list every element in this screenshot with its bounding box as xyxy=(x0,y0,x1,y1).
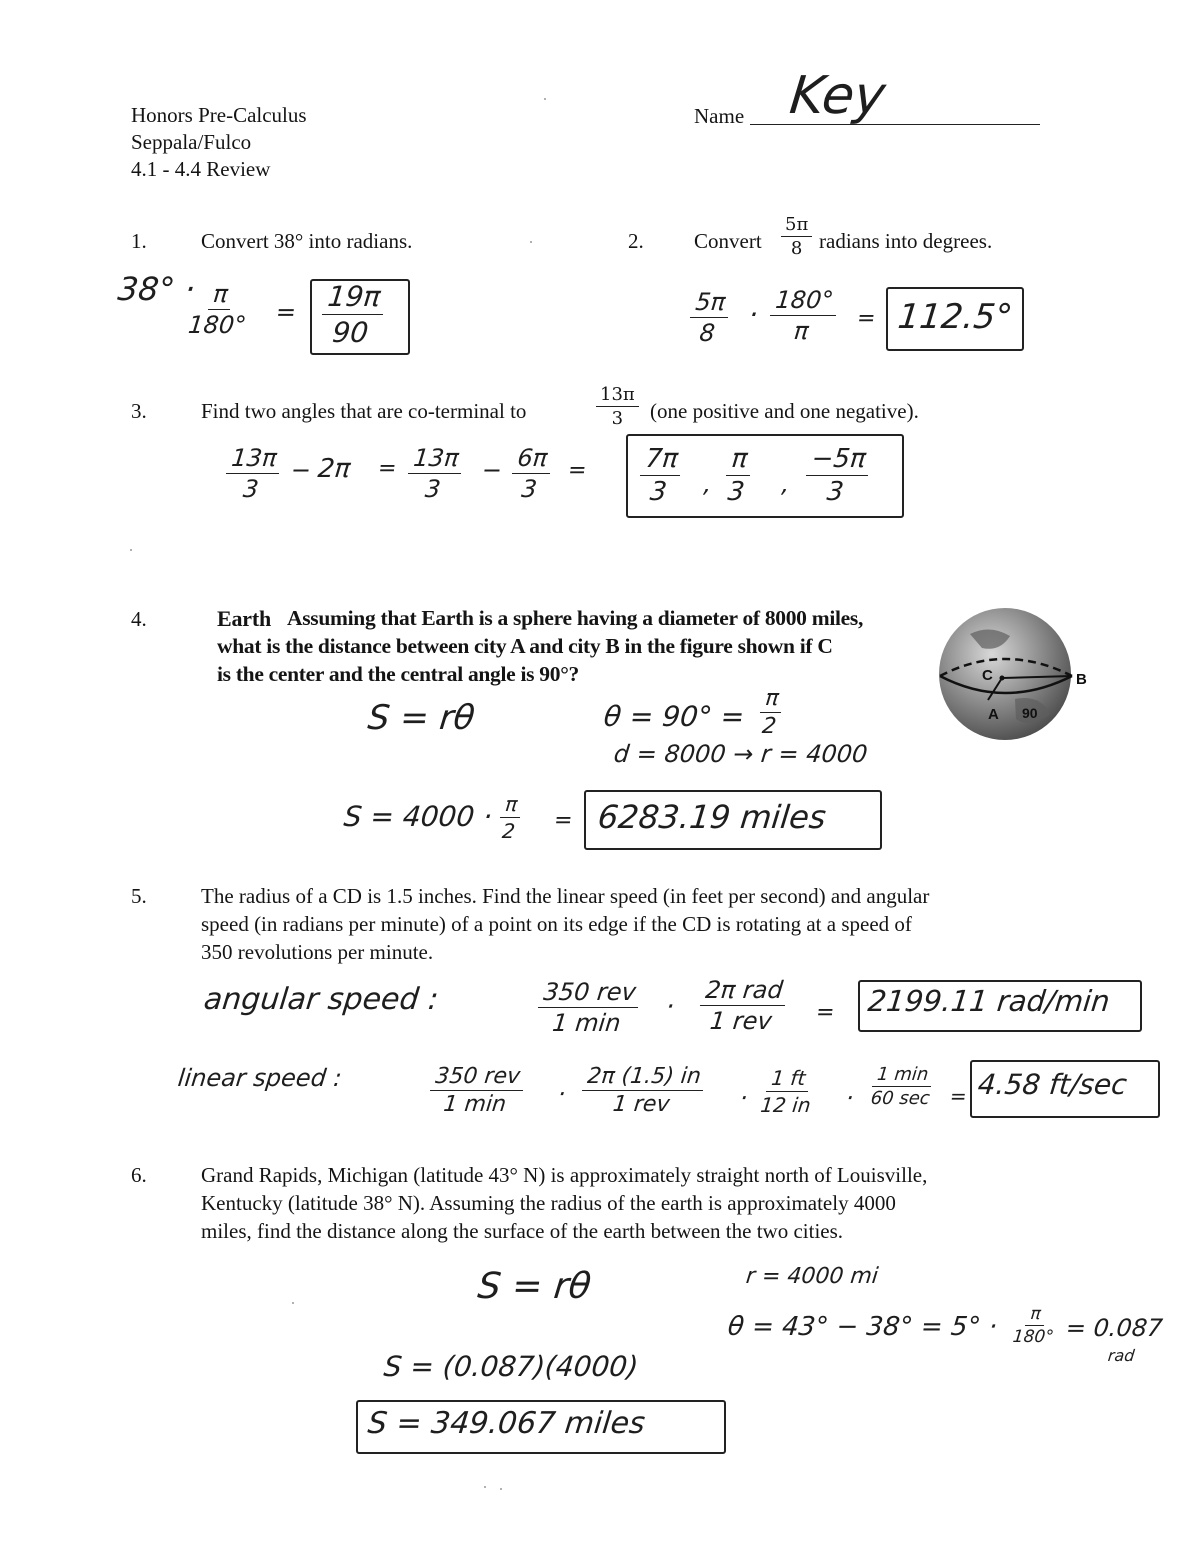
q4-formula: S = rθ xyxy=(365,698,477,738)
q2-prompt-start: Convert xyxy=(694,229,762,253)
q5-angular-dot: · xyxy=(664,992,676,1022)
q4-theta-line: θ = 90° = xyxy=(602,700,747,733)
figure-label-a: A xyxy=(988,706,999,723)
q6-radius-line: r = 4000 mi xyxy=(744,1264,880,1289)
scan-speck xyxy=(530,241,532,243)
q4-calc-fraction xyxy=(497,792,522,843)
q6-prompt-line-2: Kentucky (latitude 38° N). Assuming the radius of the earth is approximately 4000 xyxy=(201,1191,896,1215)
q3-work-fraction-1 xyxy=(223,444,282,503)
q2-work-denominator-2: π xyxy=(792,317,810,345)
q5-linear-denominator-2: 1 rev xyxy=(611,1092,671,1117)
name-value: Key xyxy=(786,66,889,126)
q3-minus-1: − xyxy=(289,456,313,484)
q4-theta-fraction xyxy=(757,686,784,739)
q4-calculation: S = 4000 · xyxy=(342,800,494,833)
globe-sphere xyxy=(939,608,1071,740)
q6-theta-numerator: π xyxy=(1025,1304,1046,1326)
q4-diameter-line: d = 8000 → r = 4000 xyxy=(612,740,869,768)
q3-minus-2: − xyxy=(480,456,504,484)
unit-title: 4.1 - 4.4 Review xyxy=(131,157,271,181)
q5-linear-label: linear speed : xyxy=(176,1064,344,1092)
q5-angular-numerator-1: 350 rev xyxy=(538,978,641,1008)
q1-work-fraction xyxy=(187,280,251,339)
q5-angular-fraction-1 xyxy=(535,978,641,1037)
q2-work-denominator-1: 8 xyxy=(698,319,717,347)
q5-linear-numerator-2: 2π (1.5) in xyxy=(582,1064,706,1091)
q2-prompt-end: radians into degrees. xyxy=(819,229,993,253)
q5-linear-dot-2: · xyxy=(738,1084,750,1112)
q6-answer: S = 349.067 miles xyxy=(366,1406,647,1441)
q3-answer-1 xyxy=(637,444,684,507)
q3-work-denominator-2: 3 xyxy=(423,475,442,503)
scan-speck xyxy=(130,549,132,551)
q5-linear-numerator-4: 1 min xyxy=(872,1064,934,1087)
q6-formula: S = rθ xyxy=(475,1266,593,1307)
q4-equals: = xyxy=(552,808,574,833)
q3-work-numerator-2: 13π xyxy=(408,444,464,474)
q5-angular-denominator-2: 1 rev xyxy=(708,1007,774,1035)
q5-angular-answer: 2199.11 rad/min xyxy=(866,984,1112,1018)
q5-number: 5. xyxy=(131,884,147,908)
q5-linear-fraction-3 xyxy=(759,1066,814,1117)
q3-work-numerator-1: 13π xyxy=(226,444,282,474)
q1-work-numerator: π xyxy=(208,280,234,310)
q4-theta-denominator: 2 xyxy=(760,714,778,739)
q3-number: 3. xyxy=(131,399,147,423)
q6-theta-fraction xyxy=(1012,1304,1057,1347)
scan-speck xyxy=(484,1486,486,1488)
earth-figure xyxy=(930,604,1090,744)
q1-answer-denominator: 90 xyxy=(330,316,370,349)
q4-theta-numerator: π xyxy=(760,686,784,713)
q4-answer: 6283.19 miles xyxy=(596,798,828,836)
q4-calc-denominator: 2 xyxy=(500,819,517,843)
q6-theta-line: θ = 43° − 38° = 5° · xyxy=(726,1312,999,1342)
q3-answer-1-denominator: 3 xyxy=(648,477,669,507)
q3-equals-1: = xyxy=(376,456,398,481)
q5-linear-numerator-3: 1 ft xyxy=(766,1066,811,1092)
q5-linear-dot-1: · xyxy=(556,1080,568,1108)
q6-theta-result: = 0.087 xyxy=(1064,1314,1164,1342)
q6-prompt-line-1: Grand Rapids, Michigan (latitude 43° N) is approximately straight north of Louisville, xyxy=(201,1163,928,1187)
q2-fraction-denominator: 8 xyxy=(790,238,803,259)
q2-equals: = xyxy=(855,306,877,331)
q5-prompt-line-2: speed (in radians per minute) of a point on its edge if the CD is rotating at a speed of xyxy=(201,912,912,936)
q4-prompt-line-1: Assuming that Earth is a sphere having a diameter of 8000 miles, xyxy=(287,606,864,630)
q2-answer: 112.5° xyxy=(895,297,1015,337)
course-title: Honors Pre-Calculus xyxy=(131,103,307,127)
name-label: Name xyxy=(694,104,745,128)
q3-fraction-numerator: 13π xyxy=(596,384,639,407)
q3-answer-2-denominator: 3 xyxy=(726,477,746,507)
q3-prompt-end: (one positive and one negative). xyxy=(650,399,919,423)
figure-label-angle: 90 xyxy=(1022,705,1038,721)
q2-work-fraction-2 xyxy=(767,286,839,345)
q3-prompt-start: Find two angles that are co-terminal to xyxy=(201,399,527,423)
q6-product: S = (0.087)(4000) xyxy=(382,1350,640,1383)
q5-linear-dot-3: · xyxy=(844,1084,856,1112)
q3-answer-3-denominator: 3 xyxy=(825,477,846,507)
q2-work-numerator-1: 5π xyxy=(690,288,731,318)
q1-number: 1. xyxy=(131,229,147,253)
q3-two-pi: 2π xyxy=(316,454,352,484)
q5-linear-denominator-3: 12 in xyxy=(759,1093,812,1117)
q5-linear-answer: 4.58 ft/sec xyxy=(976,1068,1129,1101)
q5-linear-numerator-1: 350 rev xyxy=(430,1064,525,1091)
q1-work-lhs: 38° · xyxy=(116,270,198,308)
teacher-names: Seppala/Fulco xyxy=(131,130,252,154)
q3-answer-3 xyxy=(803,444,872,507)
q3-answer-2-numerator: π xyxy=(726,444,753,476)
q5-angular-fraction-2 xyxy=(697,976,788,1035)
q5-linear-fraction-1 xyxy=(427,1064,525,1117)
q6-number: 6. xyxy=(131,1163,147,1187)
q3-equals-2: = xyxy=(566,458,588,483)
q1-equals: = xyxy=(274,298,298,326)
q4-number: 4. xyxy=(131,607,147,631)
q6-theta-unit: rad xyxy=(1107,1346,1136,1365)
q3-comma-1: , xyxy=(702,470,714,498)
q3-answer-1-numerator: 7π xyxy=(640,444,684,476)
q5-prompt-line-3: 350 revolutions per minute. xyxy=(201,940,434,964)
scan-speck xyxy=(500,1488,502,1490)
q5-linear-fraction-2 xyxy=(579,1064,706,1117)
q4-title: Earth xyxy=(217,606,272,631)
q3-prompt-fraction xyxy=(596,384,639,429)
q2-work-numerator-2: 180° xyxy=(770,286,839,316)
q2-number: 2. xyxy=(628,229,644,253)
q3-work-denominator-3: 3 xyxy=(520,475,539,503)
figure-label-b: B xyxy=(1076,671,1087,688)
q4-calc-numerator: π xyxy=(500,792,523,818)
q1-answer-numerator: 19π xyxy=(322,280,386,315)
q5-linear-equals: = xyxy=(948,1084,969,1108)
q3-comma-2: , xyxy=(780,470,792,498)
q2-dot: · xyxy=(747,298,760,331)
q1-work-denominator: 180° xyxy=(186,311,248,339)
q5-angular-numerator-2: 2π rad xyxy=(700,976,788,1006)
figure-label-c: C xyxy=(982,667,993,684)
center-point xyxy=(1000,676,1005,681)
q3-fraction-denominator: 3 xyxy=(611,408,624,429)
q3-work-fraction-2 xyxy=(405,444,464,503)
q5-angular-equals: = xyxy=(814,1000,836,1025)
q2-work-fraction-1 xyxy=(687,288,731,347)
q4-prompt-line-2: what is the distance between city A and city B in the figure shown if C xyxy=(217,634,833,658)
q3-work-numerator-3: 6π xyxy=(512,444,553,474)
q2-prompt-fraction xyxy=(781,214,812,259)
q1-answer xyxy=(318,280,386,349)
q3-answer-3-numerator: −5π xyxy=(806,444,871,476)
q1-prompt: Convert 38° into radians. xyxy=(201,229,413,253)
q3-work-denominator-1: 3 xyxy=(241,475,260,503)
q5-angular-denominator-1: 1 min xyxy=(550,1009,623,1037)
q3-work-fraction-3 xyxy=(509,444,553,503)
q2-fraction-numerator: 5π xyxy=(781,214,812,237)
q6-theta-denominator: 180° xyxy=(1011,1327,1055,1347)
scan-speck xyxy=(544,98,546,100)
q6-prompt-line-3: miles, find the distance along the surface of the earth between the two cities. xyxy=(201,1219,844,1243)
q5-linear-denominator-4: 60 sec xyxy=(869,1088,931,1109)
scan-speck xyxy=(292,1302,294,1304)
q5-prompt-line-1: The radius of a CD is 1.5 inches. Find the linear speed (in feet per second) and angular xyxy=(201,884,930,908)
q4-prompt-line-3: is the center and the central angle is 90°? xyxy=(217,662,579,686)
q5-linear-fraction-4 xyxy=(870,1064,934,1109)
q5-angular-label: angular speed : xyxy=(202,982,441,1017)
q5-linear-denominator-1: 1 min xyxy=(442,1092,508,1117)
